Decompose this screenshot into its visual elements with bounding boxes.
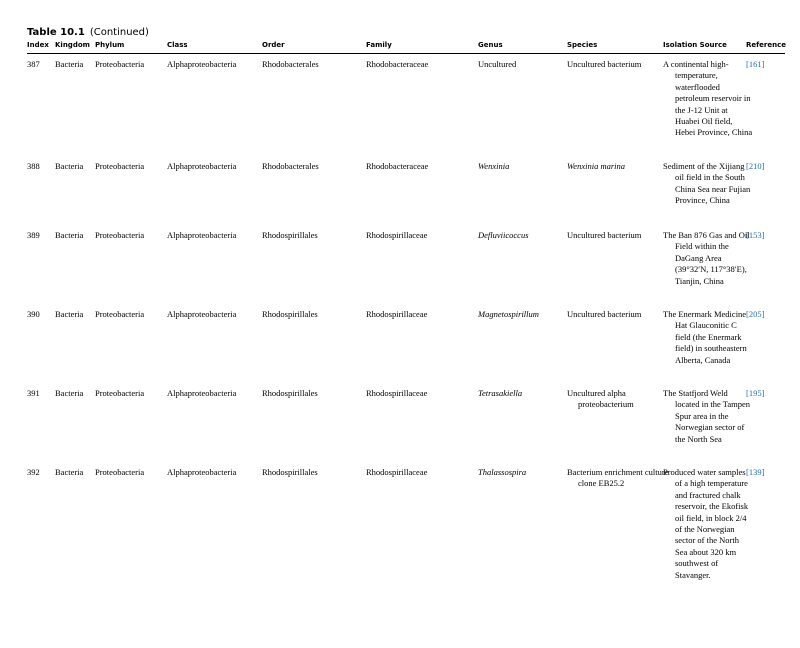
cell-family: Rhodospirillaceae xyxy=(366,467,428,477)
cell-family: Rhodospirillaceae xyxy=(366,230,428,240)
cell-order: Rhodospirillales xyxy=(262,309,318,319)
cell-reference-link[interactable]: [210] xyxy=(746,161,765,171)
cell-genus: Uncultured xyxy=(478,59,517,69)
cell-species: Bacterium enrichment culture clone EB25.2 xyxy=(567,467,669,489)
cell-class: Alphaproteobacteria xyxy=(167,161,237,171)
cell-class: Alphaproteobacteria xyxy=(167,230,237,240)
cell-kingdom: Bacteria xyxy=(55,161,84,171)
cell-kingdom: Bacteria xyxy=(55,467,84,477)
header-phylum: Phylum xyxy=(95,41,125,49)
header-kingdom: Kingdom xyxy=(55,41,90,49)
cell-isolation-source: A continental high-temperature, waterflooded petroleum reservoir in the J-12 Unit at Huabei Oil field, Hebei Province, China xyxy=(663,59,753,138)
cell-isolation-source: The Enermark Medicine Hat Glauconitic C field (the Enermark field) in southeastern Alberta, Canada xyxy=(663,309,747,365)
cell-reference-link[interactable]: [153] xyxy=(746,230,765,240)
cell-genus: Magnetospirillum xyxy=(478,309,539,319)
cell-class: Alphaproteobacteria xyxy=(167,59,237,69)
cell-family: Rhodospirillaceae xyxy=(366,388,428,398)
cell-order: Rhodobacterales xyxy=(262,161,319,171)
cell-index: 391 xyxy=(27,388,40,398)
header-rule xyxy=(27,53,785,54)
cell-class: Alphaproteobacteria xyxy=(167,467,237,477)
cell-species: Uncultured bacterium xyxy=(567,230,642,240)
header-genus: Genus xyxy=(478,41,503,49)
cell-index: 388 xyxy=(27,161,40,171)
header-isolation-source: Isolation Source xyxy=(663,41,727,49)
cell-order: Rhodospirillales xyxy=(262,388,318,398)
cell-phylum: Proteobacteria xyxy=(95,388,145,398)
table-continued-label: (Continued) xyxy=(89,27,149,38)
cell-class: Alphaproteobacteria xyxy=(167,309,237,319)
cell-species: Uncultured bacterium xyxy=(567,59,642,69)
cell-kingdom: Bacteria xyxy=(55,230,84,240)
cell-isolation-source: Produced water samples of a high temperature and fractured chalk reservoir, the Ekofisk oil field, in block 2/4 of the Norwegian sector of the North Sea about 320 km southwest of Stavanger. xyxy=(663,467,749,580)
table-number: Table 10.1 xyxy=(27,27,85,38)
cell-kingdom: Bacteria xyxy=(55,59,84,69)
header-order: Order xyxy=(262,41,285,49)
cell-order: Rhodospirillales xyxy=(262,467,318,477)
cell-genus: Wenxinia xyxy=(478,161,510,171)
cell-kingdom: Bacteria xyxy=(55,309,84,319)
cell-index: 392 xyxy=(27,467,40,477)
cell-family: Rhodobacteraceae xyxy=(366,59,429,69)
header-class: Class xyxy=(167,41,188,49)
cell-reference-link[interactable]: [195] xyxy=(746,388,765,398)
header-species: Species xyxy=(567,41,598,49)
header-index: Index xyxy=(27,41,49,49)
cell-kingdom: Bacteria xyxy=(55,388,84,398)
cell-isolation-source: The Ban 876 Gas and Oil Field within the DaGang Area (39°32′N, 117°38′E), Tianjin, China xyxy=(663,230,750,286)
cell-phylum: Proteobacteria xyxy=(95,161,145,171)
header-family: Family xyxy=(366,41,392,49)
cell-phylum: Proteobacteria xyxy=(95,467,145,477)
cell-species: Uncultured bacterium xyxy=(567,309,642,319)
cell-genus: Thalassospira xyxy=(478,467,527,477)
cell-reference-link[interactable]: [161] xyxy=(746,59,765,69)
header-reference: Reference xyxy=(746,41,787,49)
cell-genus: Tetrasakiella xyxy=(478,388,523,398)
cell-index: 390 xyxy=(27,309,40,319)
cell-species: Uncultured alpha proteobacterium xyxy=(567,388,634,410)
cell-isolation-source: The Statfjord Weld located in the Tampen Spur area in the Norwegian sector of the North Sea xyxy=(663,388,751,444)
table-title xyxy=(27,27,149,38)
cell-family: Rhodospirillaceae xyxy=(366,309,428,319)
cell-order: Rhodobacterales xyxy=(262,59,319,69)
cell-phylum: Proteobacteria xyxy=(95,230,145,240)
cell-class: Alphaproteobacteria xyxy=(167,388,237,398)
cell-order: Rhodospirillales xyxy=(262,230,318,240)
cell-isolation-source: Sediment of the Xijiang oil field in the South China Sea near Fujian Province, China xyxy=(663,161,751,206)
cell-genus: Defluviicoccus xyxy=(478,230,529,240)
cell-index: 389 xyxy=(27,230,40,240)
cell-phylum: Proteobacteria xyxy=(95,309,145,319)
cell-reference-link[interactable]: [205] xyxy=(746,309,765,319)
cell-reference-link[interactable]: [139] xyxy=(746,467,765,477)
cell-species: Wenxinia marina xyxy=(567,161,626,171)
cell-family: Rhodobacteraceae xyxy=(366,161,429,171)
cell-phylum: Proteobacteria xyxy=(95,59,145,69)
cell-index: 387 xyxy=(27,59,40,69)
